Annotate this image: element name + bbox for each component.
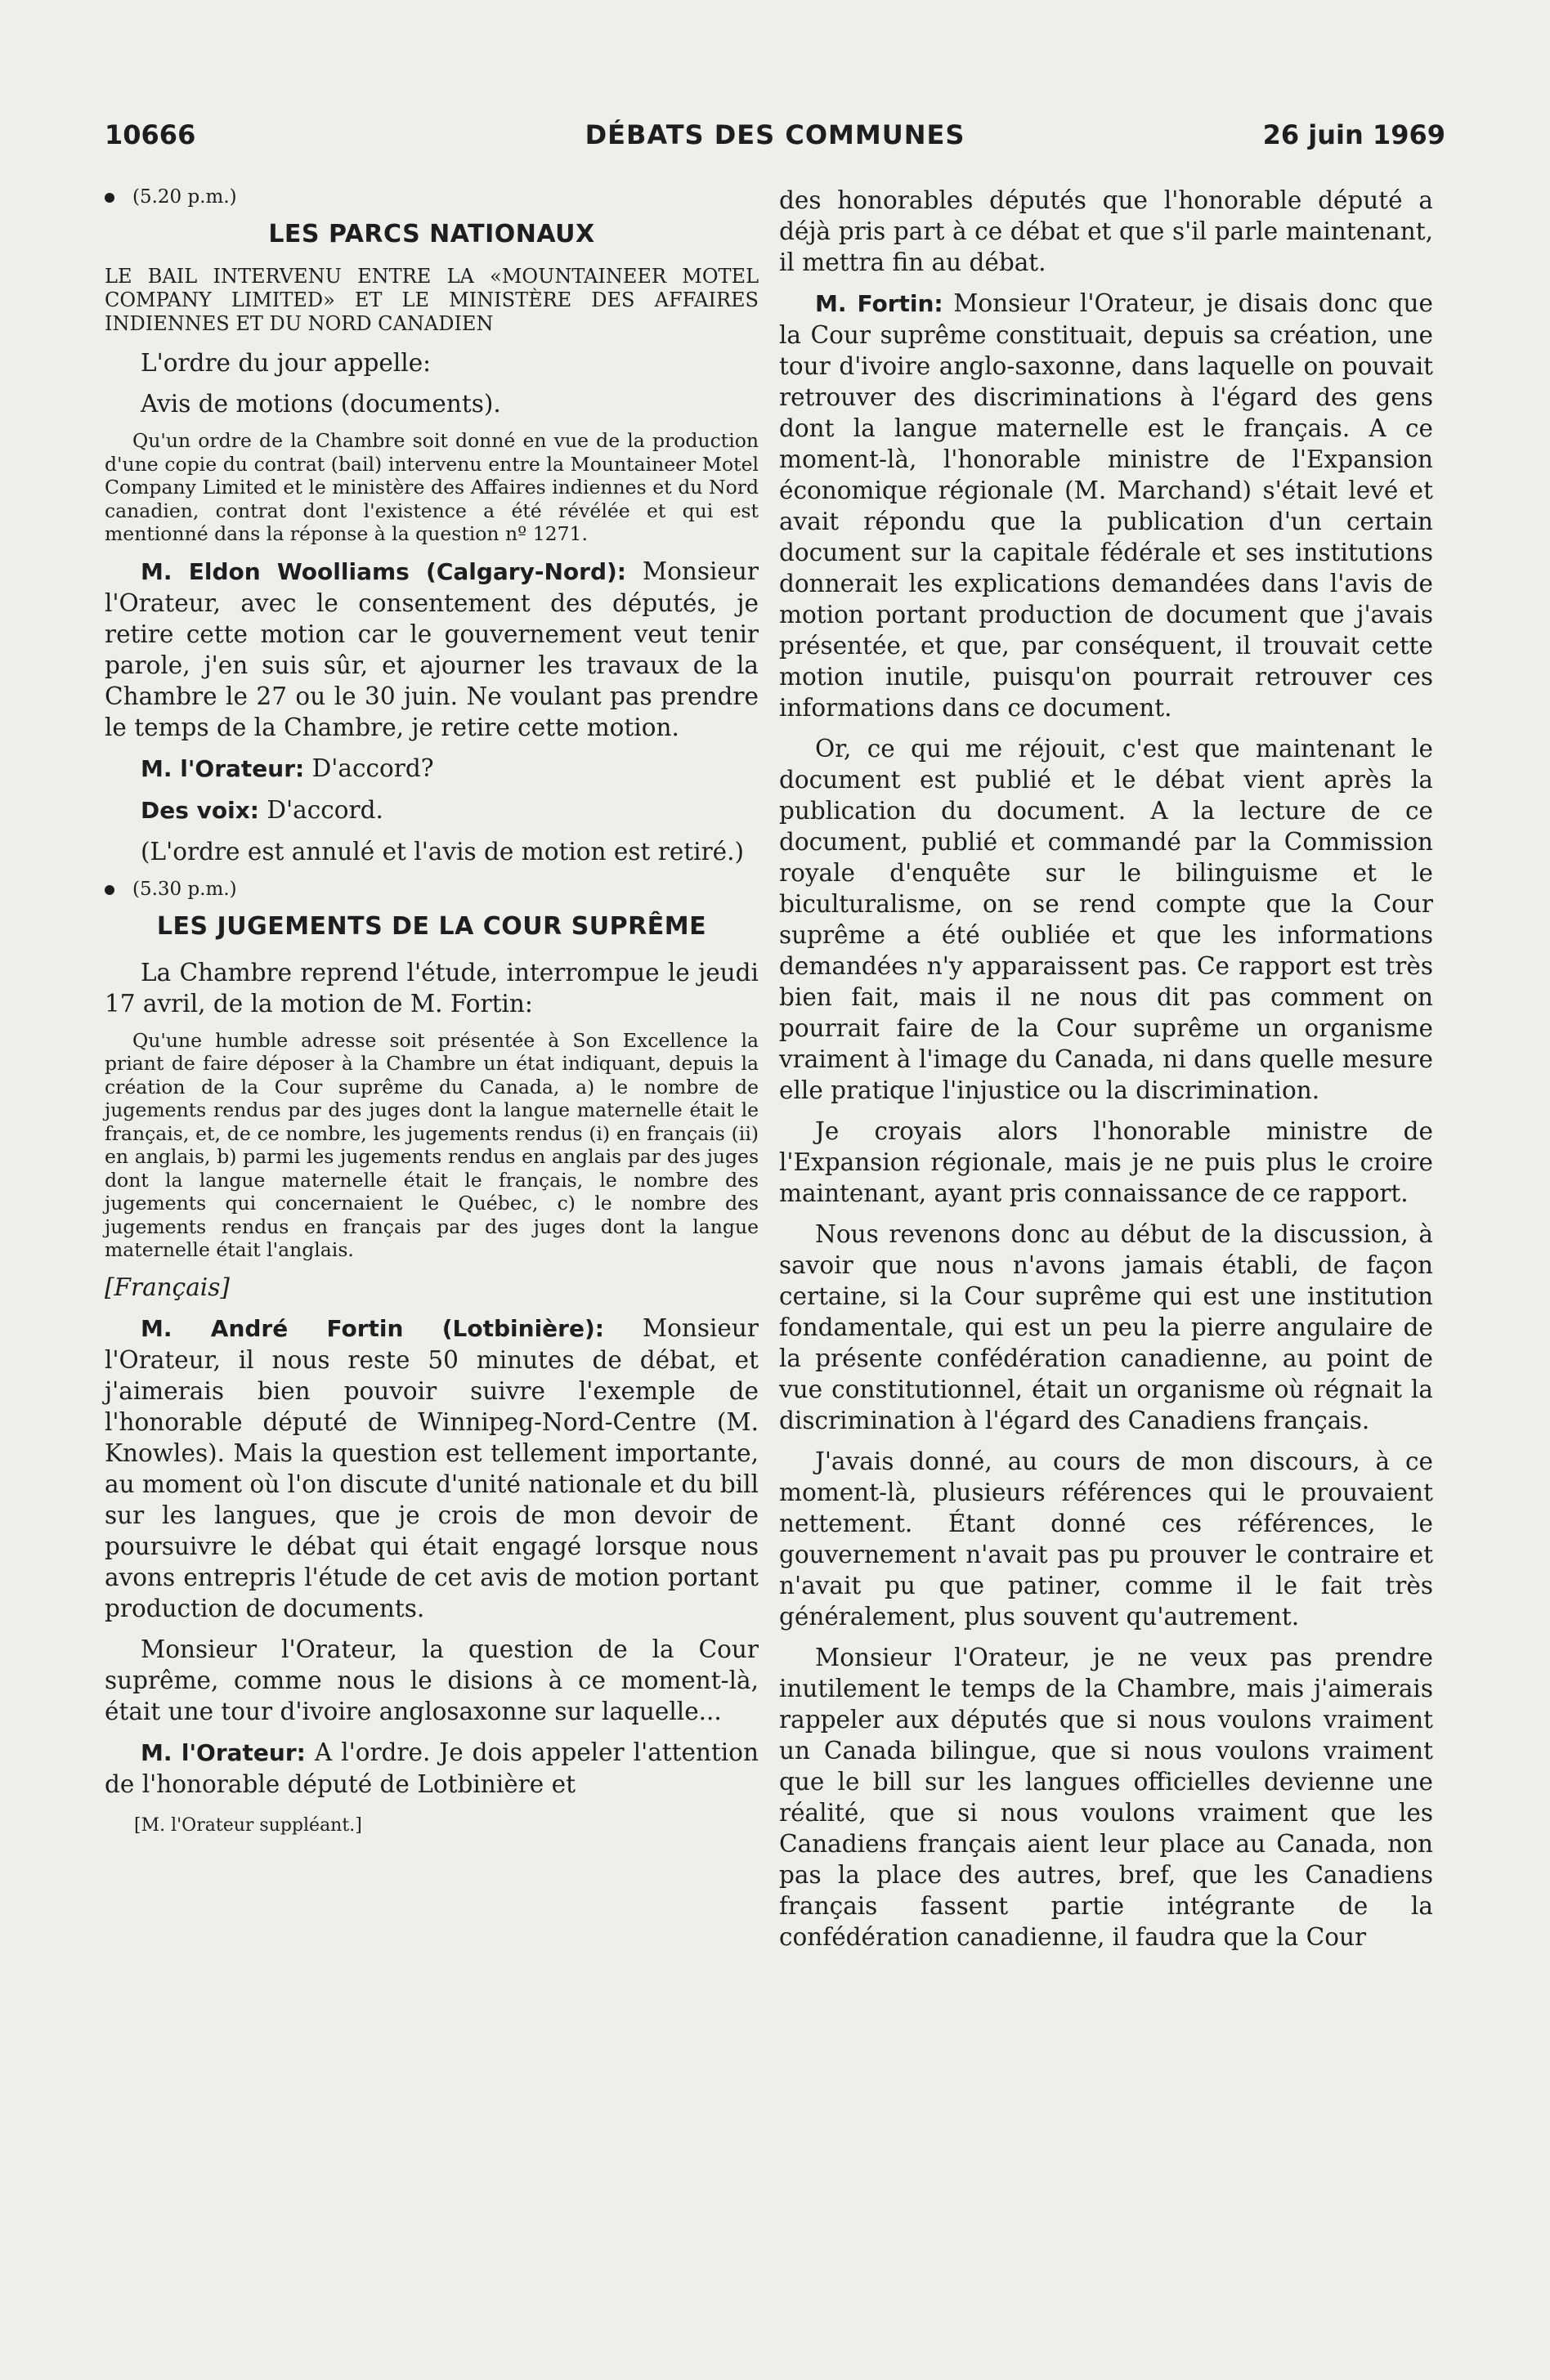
speech-text: D'accord.	[267, 795, 383, 824]
speech-text: Monsieur l'Orateur, avec le consentement des députés, je retire cette motion car le gouvernement veut tenir parole, j'en suis sûr, et ajourner les travaux de la Chambre le 27 ou le 30 juin. Ne voulant pas prendre le temps de la Chambre, je retire cette motion.	[105, 557, 759, 741]
speech-text: Monsieur l'Orateur, il nous reste 50 minutes de débat, et j'aimerais bien pouvoir suivre l'exemple de l'honorable député de Winnipeg-Nord-Centre (M. Knowles). Mais la question est tellement importante, au moment où l'on discute d'unité nationale et du bill sur les langues, que je crois de mon devoir de poursuivre le débat qui était engagé lorsque nous avons entrepris l'étude de cet avis de motion portant production de documents.	[105, 1313, 759, 1622]
footnote: [M. l'Orateur suppléant.]	[134, 1814, 362, 1836]
speech-paragraph	[105, 1313, 759, 1624]
speaker-name: M. Fortin:	[815, 290, 943, 317]
speech-paragraph	[105, 794, 759, 826]
paragraph: Monsieur l'Orateur, la question de la Cour suprême, comme nous le disions à ce moment-là, était une tour d'ivoire anglosaxonne sur laquelle...	[105, 1635, 759, 1725]
paragraph: Nous revenons donc au début de la discussion, à savoir que nous n'avons jamais établi, de façon certaine, si la Cour suprême qui est une institution fondamentale, qui est un peu la pierre angulaire de la présente confédération canadienne, au point de vue constitutionnel, était un organisme où régnait la discrimination à l'égard des Canadiens français.	[779, 1220, 1433, 1434]
speech-text: D'accord?	[311, 754, 434, 782]
section-title: LES JUGEMENTS DE LA COUR SUPRÊME	[156, 911, 707, 941]
speaker-name: M. Eldon Woolliams (Calgary-Nord):	[141, 557, 627, 585]
speech-paragraph	[779, 288, 1433, 723]
paragraph: Avis de motions (documents).	[141, 390, 501, 418]
running-title: DÉBATS DES COMMUNES	[585, 119, 965, 150]
time-marker	[105, 185, 759, 209]
section-subtitle: LE BAIL INTERVENU ENTRE LA «MOUNTAINEER MOTEL COMPANY LIMITED» ET LE MINISTÈRE DES AFFAIRES INDIENNES ET DU NORD CANADIEN	[105, 265, 759, 335]
page-date: 26 juin 1969	[1262, 119, 1445, 150]
bullet-icon	[105, 885, 114, 895]
speaker-name: M. l'Orateur:	[141, 754, 305, 782]
paragraph: (L'ordre est annulé et l'avis de motion est retiré.)	[141, 837, 745, 866]
motion-text: Qu'une humble adresse soit présentée à Son Excellence la priant de faire déposer à la Chambre un état indiquant, depuis la création de la Cour suprême du Canada, a) le nombre de jugements rendus par des juges dont la langue maternelle était le français, et, de ce nombre, les jugements rendus (i) en français (ii) en anglais, b) parmi les jugements rendus en anglais par des juges dont la langue maternelle était le français, le nombre des jugements qui concernaient le Québec, c) le nombre des jugements rendus en français par des juges dont la langue maternelle était l'anglais.	[105, 1028, 759, 1261]
speech-text: Monsieur l'Orateur, je disais donc que la Cour suprême constituait, depuis sa création, une tour d'ivoire anglo-saxonne, dans laquelle on pouvait retrouver des discriminations à l'égard des gens dont la langue maternelle est le français. A ce moment-là, l'honorable ministre de l'Expansion économique régionale (M. Marchand) s'était levé et avait répondu que la publication d'un certain document sur la capitale fédérale et ses institutions donnerait les explications demandées dans l'avis de motion portant production de document que j'avais présentée, et que, par conséquent, il trouvait cette motion inutile, puisqu'on pourrait retrouver ces informations dans ce document.	[779, 289, 1433, 722]
paragraph: Je croyais alors l'honorable ministre de l'Expansion régionale, mais je ne puis plus le croire maintenant, ayant pris connaissance de ce rapport.	[779, 1117, 1433, 1207]
section-title: LES PARCS NATIONAUX	[268, 220, 595, 248]
time-label: (5.30 p.m.)	[132, 878, 237, 900]
paragraph: Monsieur l'Orateur, je ne veux pas prendre inutilement le temps de la Chambre, mais j'aimerais rappeler aux députés que si nous voulons vraiment un Canada bilingue, que si nous voulons vraiment que le bill sur les langues officielles devienne une réalité, que si nous voulons vraiment que les Canadiens français aient leur place au Canada, non pas la place des autres, bref, que les Canadiens français fassent partie intégrante de la confédération canadienne, il faudra que la Cour	[779, 1644, 1433, 1951]
paragraph: J'avais donné, au cours de mon discours, à ce moment-là, plusieurs références qui le prouvaient nettement. Étant donné ces références, le gouvernement n'avait pas pu prouver le contraire et n'avait pu que patiner, comme il le fait très généralement, plus souvent qu'autrement.	[779, 1447, 1433, 1631]
page-header	[105, 119, 1445, 160]
speaker-name: M. l'Orateur:	[141, 1738, 306, 1766]
paragraph: L'ordre du jour appelle:	[141, 349, 432, 377]
right-column	[779, 185, 1433, 1962]
time-marker	[105, 877, 759, 901]
language-tag: [Français]	[105, 1273, 230, 1301]
paragraph: Or, ce qui me réjouit, c'est que maintenant le document est publié et le débat vient après la publication du document. A la lecture de ce document, publié et commandé par la Commission royale d'enquête sur le bilinguisme et le biculturalisme, on se rend compte que la Cour suprême a été oubliée et que les informations demandées n'y apparaissent pas. Ce rapport est très bien fait, mais il ne nous dit pas comment on pourrait faire de la Cour suprême un organisme vraiment à l'image du Canada, ni dans quelle mesure elle pratique l'injustice ou la discrimination.	[779, 735, 1433, 1104]
paragraph: La Chambre reprend l'étude, interrompue le jeudi 17 avril, de la motion de M. Fortin:	[105, 958, 759, 1018]
motion-text: Qu'un ordre de la Chambre soit donné en vue de la production d'une copie du contrat (bail) intervenu entre la Mountaineer Motel Company Limited et le ministère des Affaires indiennes et du Nord canadien, contrat dont l'existence a été révélée et qui est mentionné dans la réponse à la question nº 1271.	[105, 429, 759, 545]
speech-paragraph	[105, 1737, 759, 1800]
bullet-icon	[105, 193, 114, 203]
speech-paragraph	[105, 753, 759, 785]
speech-paragraph	[105, 556, 759, 743]
speaker-name: Des voix:	[141, 796, 259, 824]
page-number: 10666	[105, 119, 196, 150]
time-label: (5.20 p.m.)	[132, 186, 237, 208]
speech-text: A l'ordre. Je dois appeler l'attention de l'honorable député de Lotbinière et	[105, 1738, 759, 1798]
paragraph: des honorables députés que l'honorable député a déjà pris part à ce débat et que s'il parle maintenant, il mettra fin au débat.	[779, 186, 1433, 276]
speaker-name: M. André Fortin (Lotbinière):	[141, 1314, 604, 1342]
left-column	[105, 185, 759, 1837]
